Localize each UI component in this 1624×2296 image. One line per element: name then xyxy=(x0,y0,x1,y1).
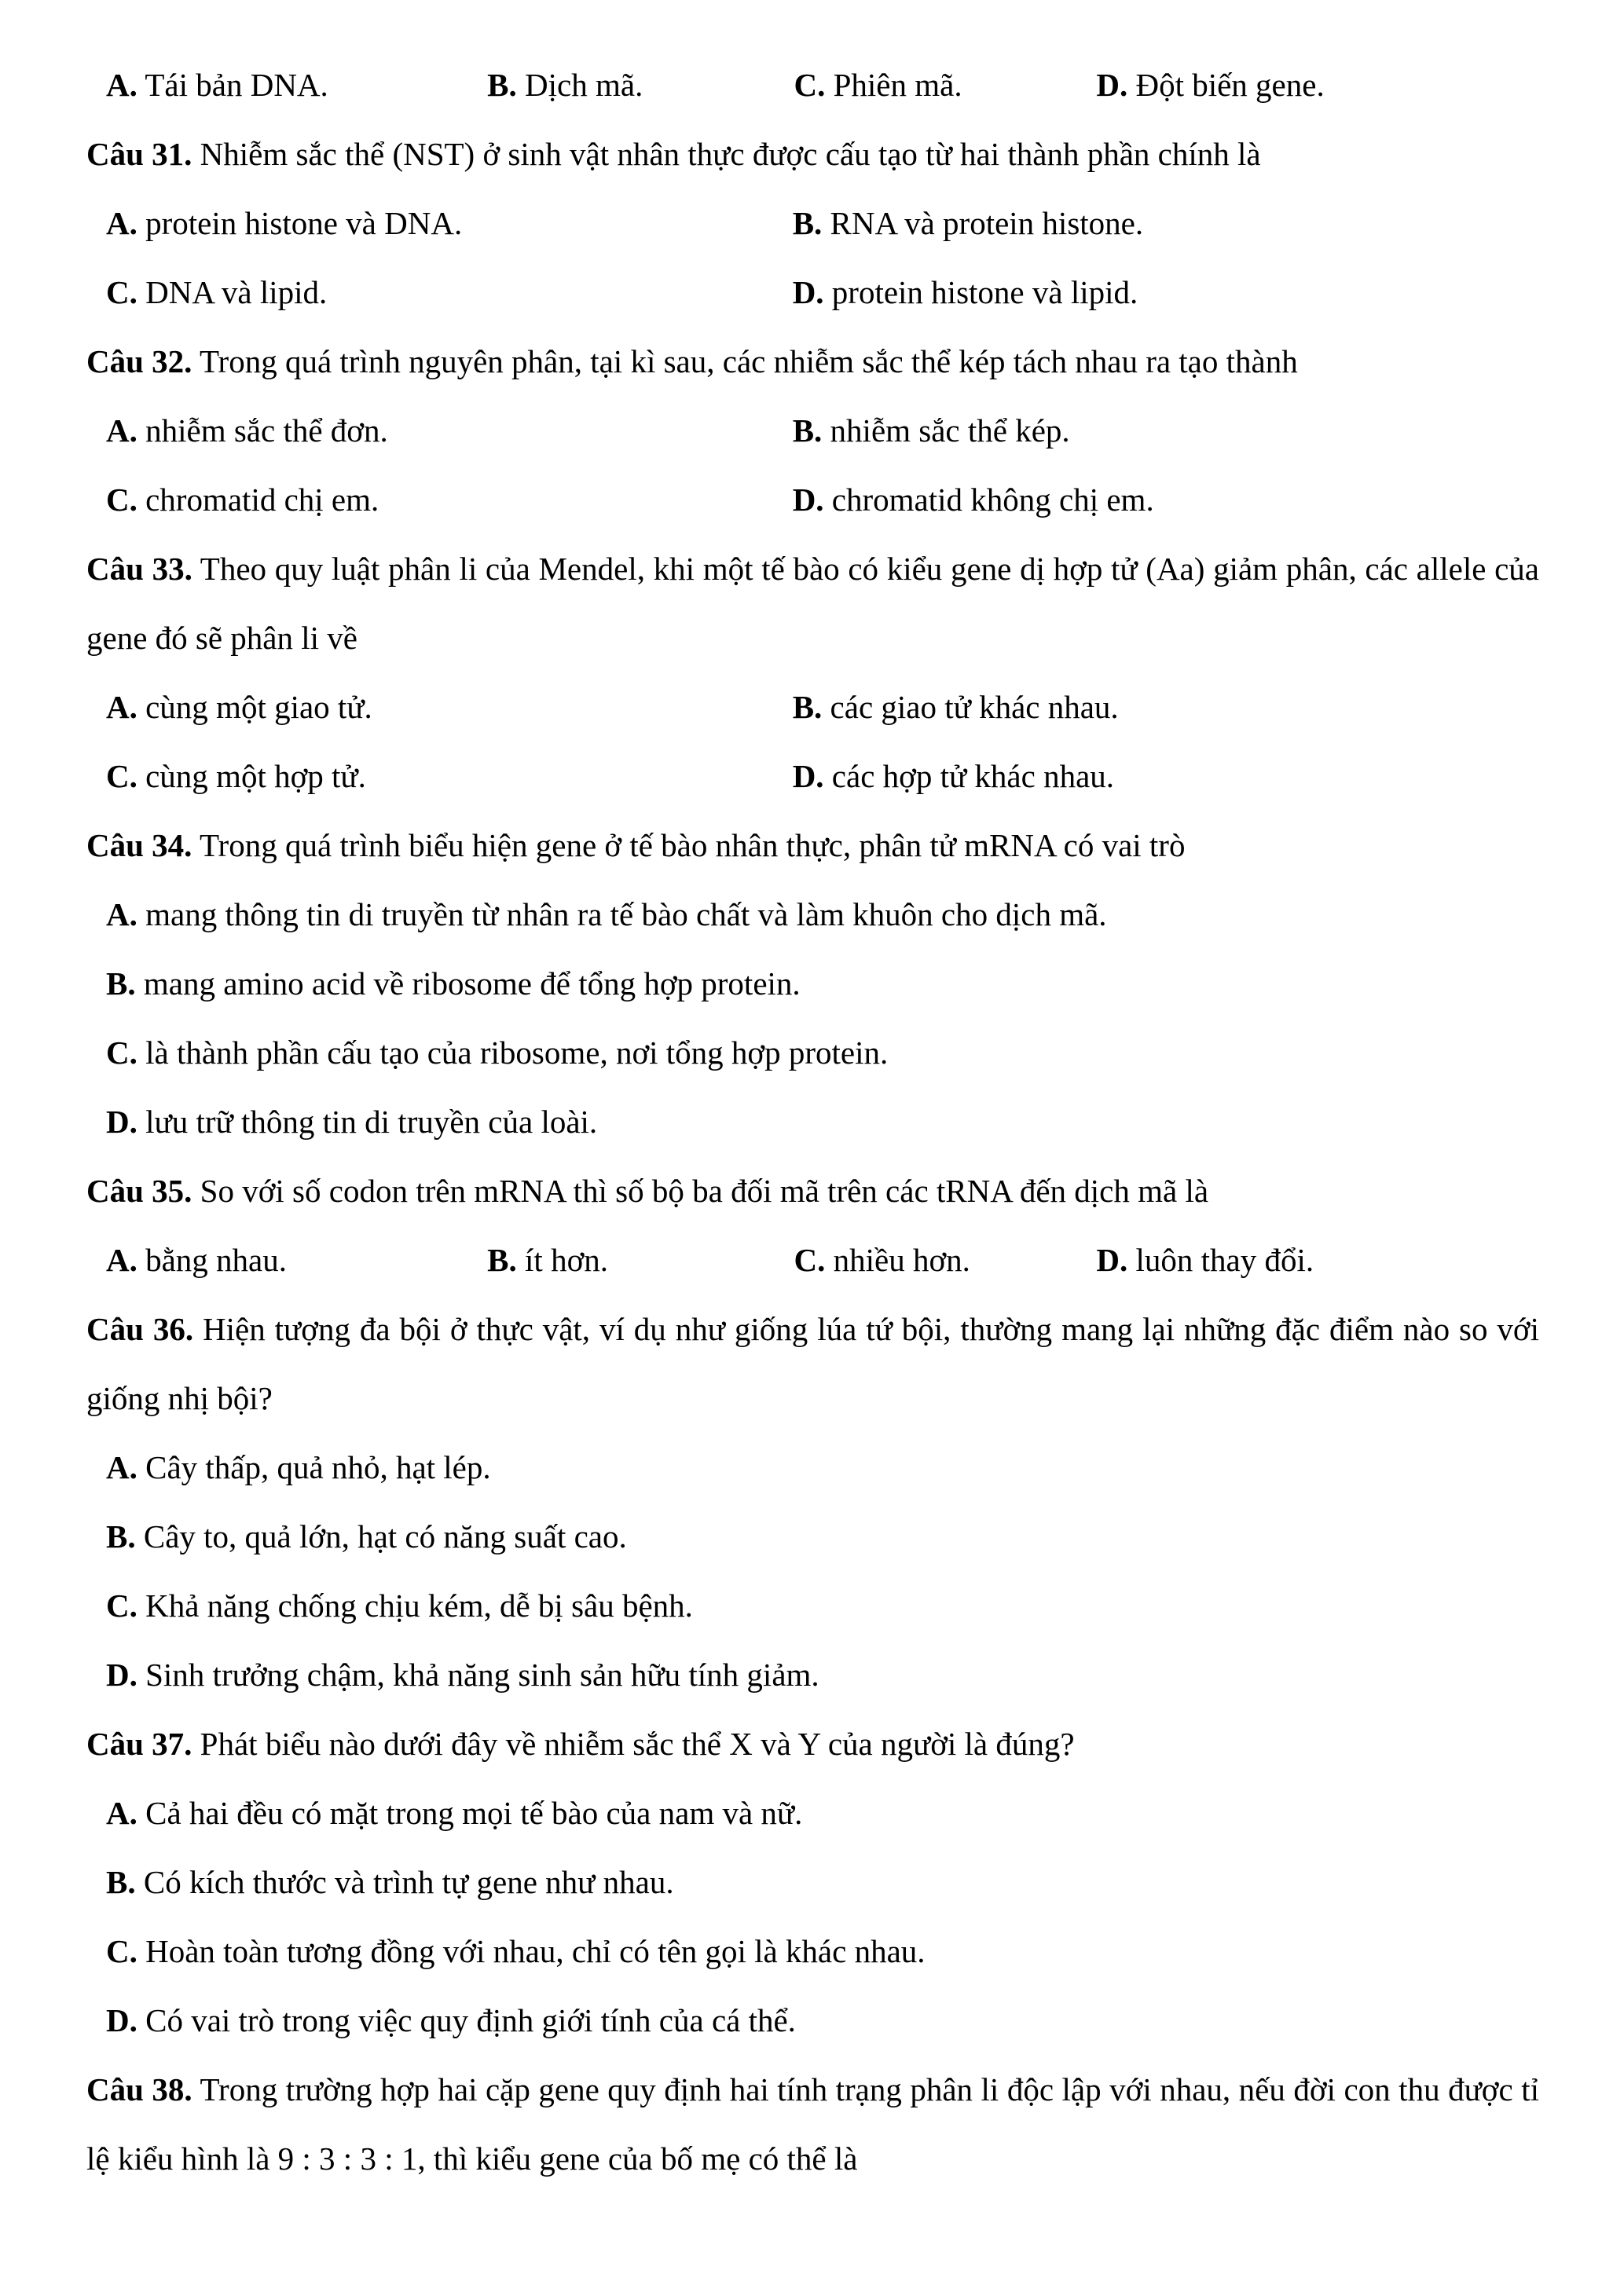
options-group xyxy=(86,672,1539,811)
option-label: D. xyxy=(792,274,824,310)
question-stem-text: Trong quá trình nguyên phân, tại kì sau, các nhiễm sắc thể kép tách nhau ra tạo thành xyxy=(199,343,1298,379)
option-text: Tái bản DNA. xyxy=(145,67,328,103)
option-text: Có vai trò trong việc quy định giới tính của cá thể. xyxy=(145,2002,796,2038)
option-text: Cây to, quả lớn, hạt có năng suất cao. xyxy=(143,1518,627,1554)
question-block xyxy=(86,534,1539,811)
question-stem-text: Phát biểu nào dưới đây về nhiễm sắc thể X và Y của người là đúng? xyxy=(200,1726,1075,1762)
option-label: A. xyxy=(106,1795,137,1831)
option-label: D. xyxy=(792,482,824,518)
option xyxy=(106,1225,487,1294)
option-label: C. xyxy=(106,1933,137,1969)
options-group xyxy=(86,396,1539,534)
option xyxy=(487,50,794,119)
option xyxy=(106,949,1539,1018)
options-group xyxy=(86,1778,1539,2055)
option xyxy=(793,672,1539,742)
question-stem xyxy=(86,811,1539,880)
option xyxy=(106,50,487,119)
option-text: mang amino acid về ribosome để tổng hợp protein. xyxy=(143,965,801,1002)
option-label: A. xyxy=(106,205,137,241)
option-label: B. xyxy=(792,205,823,241)
option xyxy=(793,396,1539,465)
option-label: C. xyxy=(106,758,137,794)
option-text: lưu trữ thông tin di truyền của loài. xyxy=(145,1104,598,1140)
option-label: A. xyxy=(106,1242,137,1278)
option xyxy=(106,742,793,811)
options-group xyxy=(86,1433,1539,1709)
option xyxy=(793,465,1539,534)
option xyxy=(487,1225,794,1294)
question-block xyxy=(86,1156,1539,1294)
question-number: Câu 37. xyxy=(86,1726,192,1762)
option xyxy=(106,1018,1539,1087)
option-label: C. xyxy=(106,274,137,310)
option-label: D. xyxy=(1096,1242,1128,1278)
options-group xyxy=(86,1225,1539,1294)
question-stem-text: Hiện tượng đa bội ở thực vật, ví dụ như giống lúa tứ bội, thường mang lại những đặc điểm nào so với giống nhị bội? xyxy=(86,1311,1539,1416)
option-label: D. xyxy=(106,1104,137,1140)
option xyxy=(106,1778,1539,1847)
option-label: C. xyxy=(794,1242,826,1278)
option xyxy=(106,1847,1539,1917)
questions-container xyxy=(86,50,1539,2193)
option xyxy=(106,1087,1539,1156)
option-text: protein histone và lipid. xyxy=(831,274,1138,310)
option xyxy=(106,1640,1539,1709)
question-stem-text: Trong trường hợp hai cặp gene quy định hai tính trạng phân li độc lập với nhau, nếu đời con thu được tỉ lệ kiểu hình là 9 : 3 : 3 : 1, thì kiểu gene của bố mẹ có thể là xyxy=(86,2071,1539,2177)
option-label: C. xyxy=(106,482,137,518)
option-label: C. xyxy=(106,1587,137,1624)
question-stem-text: Trong quá trình biểu hiện gene ở tế bào nhân thực, phân tử mRNA có vai trò xyxy=(199,827,1186,863)
option-label: A. xyxy=(106,412,137,449)
option-label: D. xyxy=(106,1657,137,1693)
question-stem xyxy=(86,1709,1539,1778)
question-stem xyxy=(86,534,1539,672)
option-text: chromatid chị em. xyxy=(145,482,379,518)
option-text: các giao tử khác nhau. xyxy=(830,689,1119,725)
option-text: chromatid không chị em. xyxy=(831,482,1154,518)
option-text: RNA và protein histone. xyxy=(830,205,1144,241)
question-number: Câu 31. xyxy=(86,136,192,172)
question-number: Câu 33. xyxy=(86,551,192,587)
option-label: D. xyxy=(792,758,824,794)
option-text: là thành phần cấu tạo của ribosome, nơi tổng hợp protein. xyxy=(145,1034,889,1071)
option-label: C. xyxy=(106,1034,137,1071)
option xyxy=(106,396,793,465)
question-stem xyxy=(86,327,1539,396)
question-block xyxy=(86,811,1539,1156)
option-text: các hợp tử khác nhau. xyxy=(831,758,1115,794)
question-block xyxy=(86,50,1539,119)
option xyxy=(106,1502,1539,1571)
question-block xyxy=(86,2055,1539,2193)
question-stem-text: So với số codon trên mRNA thì số bộ ba đối mã trên các tRNA đến dịch mã là xyxy=(200,1173,1209,1209)
option-text: luôn thay đổi. xyxy=(1135,1242,1314,1278)
question-number: Câu 38. xyxy=(86,2071,192,2107)
question-block xyxy=(86,1294,1539,1709)
question-stem-text: Theo quy luật phân li của Mendel, khi một tế bào có kiểu gene dị hợp tử (Aa) giảm phân, các allele của gene đó sẽ phân li về xyxy=(86,551,1539,656)
option xyxy=(794,50,1097,119)
option xyxy=(794,1225,1097,1294)
option-text: nhiều hơn. xyxy=(833,1242,970,1278)
options-group xyxy=(86,50,1539,119)
option-label: B. xyxy=(106,965,136,1002)
question-stem xyxy=(86,119,1539,189)
option-label: A. xyxy=(106,689,137,725)
option-text: mang thông tin di truyền từ nhân ra tế bào chất và làm khuôn cho dịch mã. xyxy=(145,896,1107,932)
options-group xyxy=(86,189,1539,327)
option-text: Có kích thước và trình tự gene như nhau. xyxy=(143,1864,674,1900)
question-block xyxy=(86,327,1539,534)
question-stem xyxy=(86,2055,1539,2193)
option xyxy=(1096,1225,1539,1294)
question-number: Câu 36. xyxy=(86,1311,194,1347)
option xyxy=(793,189,1539,258)
option-text: cùng một giao tử. xyxy=(145,689,372,725)
option-label: A. xyxy=(106,896,137,932)
option xyxy=(106,465,793,534)
option xyxy=(793,258,1539,327)
option xyxy=(106,1433,1539,1502)
option-label: B. xyxy=(487,1242,517,1278)
option xyxy=(106,1917,1539,1986)
option-text: Cả hai đều có mặt trong mọi tế bào của nam và nữ. xyxy=(145,1795,803,1831)
option-label: A. xyxy=(106,67,137,103)
question-block xyxy=(86,1709,1539,2055)
option-text: ít hơn. xyxy=(525,1242,608,1278)
question-stem xyxy=(86,1294,1539,1433)
option-label: B. xyxy=(487,67,517,103)
option-text: nhiễm sắc thể kép. xyxy=(830,412,1070,449)
option-text: cùng một hợp tử. xyxy=(145,758,366,794)
option xyxy=(1096,50,1539,119)
question-number: Câu 35. xyxy=(86,1173,192,1209)
option-text: Cây thấp, quả nhỏ, hạt lép. xyxy=(145,1449,491,1485)
option-label: C. xyxy=(794,67,826,103)
option-label: B. xyxy=(106,1518,136,1554)
option-label: A. xyxy=(106,1449,137,1485)
option xyxy=(106,189,793,258)
option xyxy=(106,1571,1539,1640)
options-group xyxy=(86,880,1539,1156)
option-label: D. xyxy=(1096,67,1128,103)
question-number: Câu 32. xyxy=(86,343,192,379)
option-text: Khả năng chống chịu kém, dễ bị sâu bệnh. xyxy=(145,1587,693,1624)
option-label: B. xyxy=(106,1864,136,1900)
option xyxy=(106,880,1539,949)
option xyxy=(106,672,793,742)
option-text: Hoàn toàn tương đồng với nhau, chỉ có tên gọi là khác nhau. xyxy=(145,1933,926,1969)
option xyxy=(106,258,793,327)
question-block xyxy=(86,119,1539,327)
question-stem-text: Nhiễm sắc thể (NST) ở sinh vật nhân thực được cấu tạo từ hai thành phần chính là xyxy=(200,136,1261,172)
option-text: DNA và lipid. xyxy=(145,274,328,310)
option-text: Phiên mã. xyxy=(833,67,962,103)
option-text: Dịch mã. xyxy=(525,67,643,103)
option-label: D. xyxy=(106,2002,137,2038)
option xyxy=(793,742,1539,811)
option xyxy=(106,1986,1539,2055)
option-label: B. xyxy=(792,412,823,449)
question-stem xyxy=(86,1156,1539,1225)
option-text: bằng nhau. xyxy=(145,1242,288,1278)
option-text: nhiễm sắc thể đơn. xyxy=(145,412,388,449)
option-text: protein histone và DNA. xyxy=(145,205,463,241)
question-number: Câu 34. xyxy=(86,827,192,863)
option-text: Sinh trưởng chậm, khả năng sinh sản hữu tính giảm. xyxy=(145,1657,819,1693)
option-label: B. xyxy=(792,689,823,725)
option-text: Đột biến gene. xyxy=(1135,67,1325,103)
